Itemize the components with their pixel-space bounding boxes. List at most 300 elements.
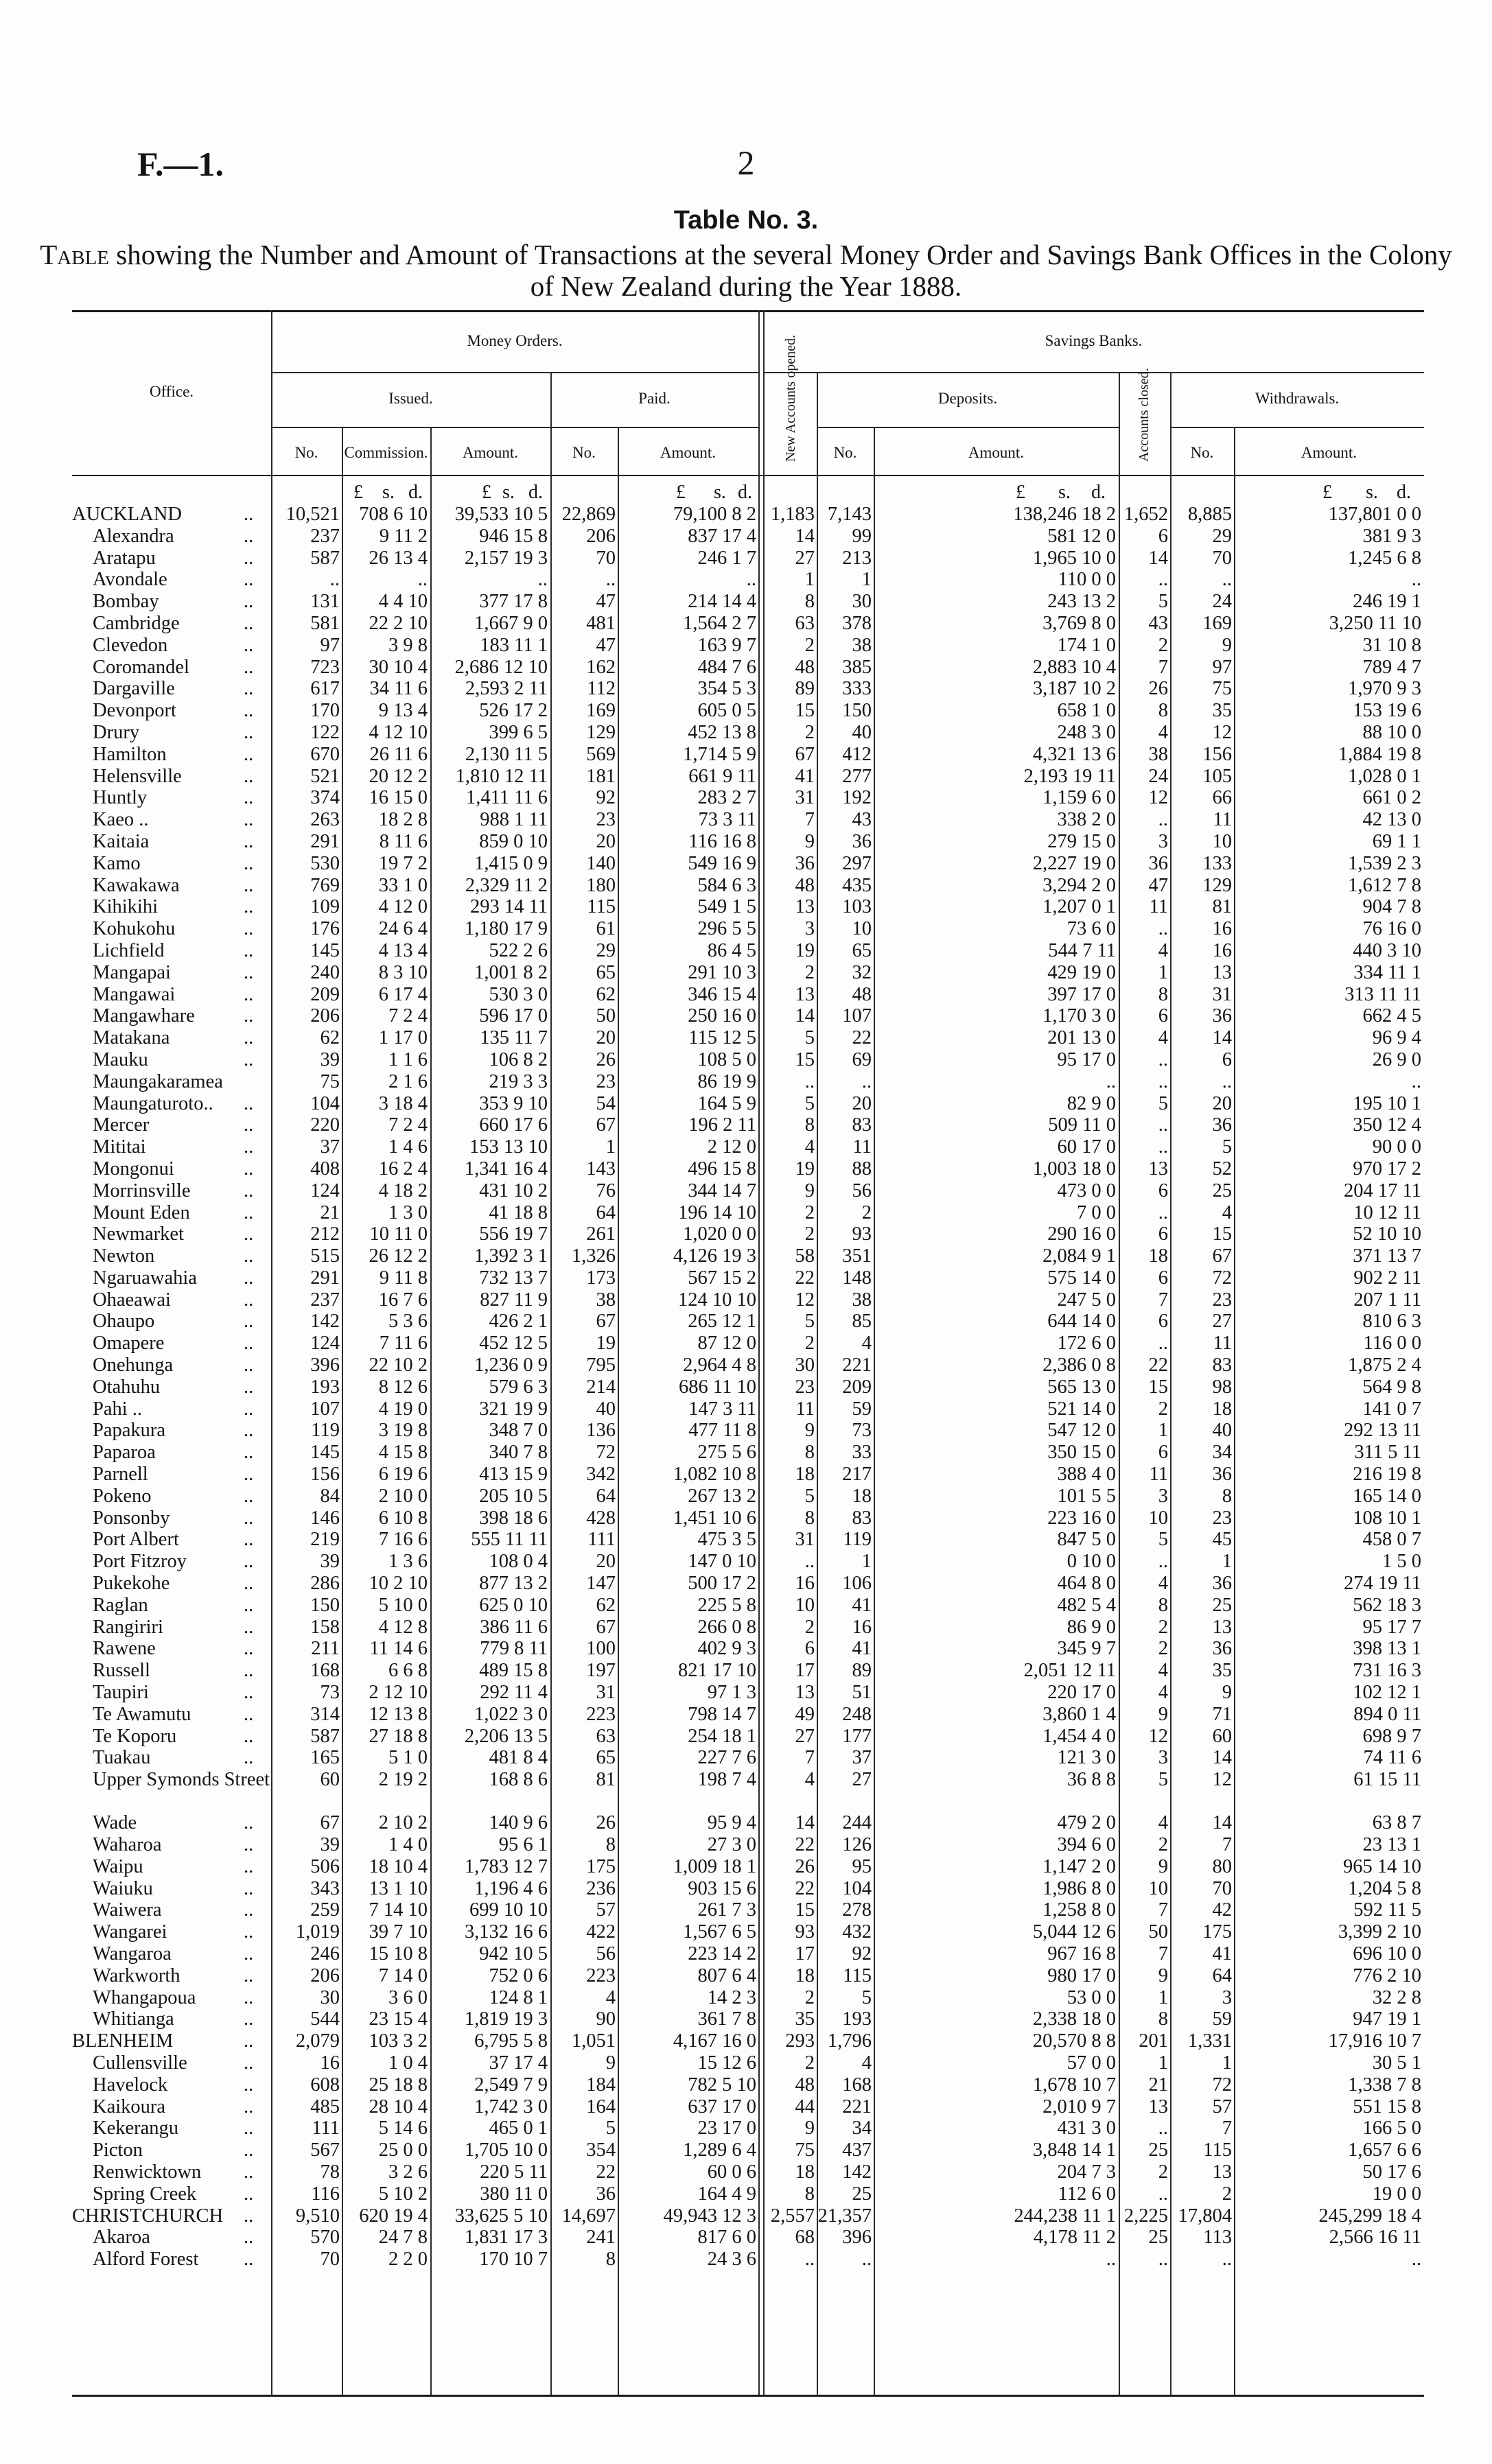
table-cell: 21 [320,1201,340,1223]
table-cell: 35 [1212,1660,1232,1682]
table-cell: 67 [596,1616,616,1638]
table-row [72,1376,1424,1398]
table-cell: 11 [1149,896,1168,918]
leader-dots: .. [244,874,254,896]
table-cell: 2,157 19 3 [464,547,548,569]
table-cell: 526 17 2 [479,700,548,722]
table-cell: 65 [852,939,872,961]
table-cell: 19 [795,1158,815,1180]
table-cell: 184 [586,2074,616,2096]
table-cell: 1,819 19 3 [464,2008,548,2030]
table-cell: 1,009 18 1 [673,1855,756,1877]
table-cell: 394 6 0 [1057,1834,1116,1856]
office-name: Ohaupo [93,1311,155,1333]
table-cell: 119 [311,1420,340,1442]
table-cell: 283 2 7 [697,787,756,809]
table-cell: 39 [320,1551,340,1573]
table-cell: 1 [804,569,815,591]
table-cell: 4 18 2 [378,1180,428,1201]
table-cell: 509 11 0 [1048,1114,1116,1136]
table-cell: 22 [852,1027,872,1049]
table-cell: 51 [852,1682,872,1704]
table-cell: 4 [861,1333,872,1354]
table-cell: 9 11 8 [379,1267,428,1289]
table-cell: 39 [320,1834,340,1856]
table-cell: 9 [1222,634,1232,656]
table-cell: 111 [312,2117,340,2139]
table-cell: 223 [586,1703,616,1725]
table-cell: 204 17 11 [1344,1180,1421,1201]
table-cell: 278 [842,1899,872,1921]
table-cell: 13 [1212,2161,1232,2183]
table-cell: 21 [1148,2074,1168,2096]
table-cell: 575 14 0 [1047,1267,1116,1289]
table-cell: 29 [1212,525,1232,547]
table-cell: 266 0 8 [697,1616,756,1638]
table-cell: 23 [596,809,616,831]
leader-dots: .. [244,983,254,1005]
office-name: Renwicktown [93,2161,202,2183]
table-cell: 6 17 4 [378,983,428,1005]
office-name: Spring Creek [93,2183,197,2205]
table-cell: 9 [1158,1964,1168,1986]
office-name: AUCKLAND [72,504,182,525]
leader-dots: .. [244,1616,254,1638]
table-cell: 225 5 8 [697,1594,756,1616]
table-cell: 5 [1158,1769,1168,1791]
table-cell: 16 2 4 [378,1158,428,1180]
table-cell: 386 11 6 [480,1616,548,1638]
table-cell: 3 [804,918,815,940]
table-cell: 3,860 1 4 [1042,1703,1116,1725]
table-cell: 608 [310,2074,340,2096]
table-row [72,1180,1424,1202]
table-cell: 398 13 1 [1353,1638,1421,1660]
table-cell: 43 [852,809,872,831]
table-cell: 214 14 4 [688,591,756,613]
table-cell: 64 [596,1201,616,1223]
leader-dots: .. [244,2030,254,2052]
table-cell: 60 17 0 [1057,1136,1116,1158]
table-cell: 7 [1222,2117,1232,2139]
table-cell: 547 12 0 [1047,1420,1116,1442]
table-cell: 4 [1158,1573,1168,1595]
table-cell: 24 6 4 [378,918,428,940]
table-cell: 38 [596,1289,616,1311]
table-cell: 47 [1148,874,1168,896]
office-name: Maungaturoto.. [93,1092,213,1114]
table-cell: 32 [852,961,872,983]
table-cell: 37 [852,1747,872,1769]
table-cell: 27 [795,547,815,569]
table-cell: 165 [310,1747,340,1769]
table-cell: 344 14 7 [688,1180,756,1201]
table-cell: 1,028 0 1 [1348,765,1421,787]
table-cell: 164 4 9 [697,2183,756,2205]
table-cell: 1,796 [827,2030,872,2052]
table-cell: 12 [1212,721,1232,743]
table-cell: 343 [310,1877,340,1899]
table-cell: 16 15 0 [369,787,428,809]
table-cell: 23 [1212,1507,1232,1529]
table-cell: 2,227 19 0 [1032,852,1116,874]
leader-dots: .. [244,852,254,874]
table-cell: .. [1222,569,1232,591]
table-cell: 37 [320,1136,340,1158]
table-cell: 4 [1158,1660,1168,1682]
table-cell: 141 0 7 [1362,1398,1421,1420]
table-cell: 1,331 [1187,2030,1232,2052]
table-cell: 617 [310,678,340,700]
table-cell: 290 16 0 [1047,1223,1116,1245]
table-cell: 9 [605,2052,616,2074]
table-cell: 3 [1222,1986,1232,2008]
office-name: Warkworth [93,1964,180,1986]
table-cell: 8 [605,2249,616,2271]
table-cell: 2,566 16 11 [1329,2227,1421,2249]
table-cell: 162 [586,656,616,678]
table-cell: .. [861,1070,872,1092]
table-row [72,1856,1424,1878]
table-row [72,1071,1424,1093]
table-row [72,1878,1424,1900]
table-cell: 8 [1158,2008,1168,2030]
header-deposits-no: No. [833,444,857,461]
leader-dots: .. [244,1464,254,1486]
table-cell: 19 [596,1333,616,1354]
table-cell: 644 14 0 [1047,1311,1116,1333]
table-cell: 81 [596,1769,616,1791]
table-cell: 342 [586,1464,616,1486]
table-cell: 115 [843,1964,872,1986]
table-row [72,1899,1424,1921]
table-row [72,1507,1424,1529]
table-cell: 1,180 17 9 [464,918,548,940]
table-cell: 4 [1158,1682,1168,1704]
unit-pound: £ [1016,482,1025,503]
table-cell: 8,885 [1187,504,1232,525]
table-cell: 1,411 11 6 [465,787,548,809]
office-name: Pokeno [93,1485,152,1507]
table-cell: 5 [861,1986,872,2008]
table-cell: 8 [1158,1594,1168,1616]
header-withdrawals: Withdrawals. [1255,390,1340,407]
table-cell: 13 [1212,961,1232,983]
table-row [72,940,1424,962]
leader-dots: .. [244,1048,254,1070]
table-cell: .. [804,1070,815,1092]
header-paid-amount: Amount. [660,444,716,461]
table-cell: 587 [310,547,340,569]
table-cell: 7 11 6 [379,1333,428,1354]
table-cell: 240 [310,961,340,983]
table-cell: 2 19 2 [378,1769,428,1791]
table-cell: 60 [1212,1725,1232,1747]
table-cell: 431 10 2 [479,1180,548,1201]
table-cell: 73 [320,1682,340,1704]
leader-dots: .. [244,1289,254,1311]
office-name: Ponsonby [93,1507,170,1529]
table-cell: 86 4 5 [707,939,756,961]
table-cell: 4 [1158,1812,1168,1834]
table-row [72,1354,1424,1376]
table-cell: 56 [852,1180,872,1201]
table-cell: 333 [842,678,872,700]
table-cell: 2,549 7 9 [474,2074,548,2096]
table-cell: .. [1222,2249,1232,2271]
leader-dots: .. [244,1245,254,1267]
table-cell: 1,258 8 0 [1042,1899,1116,1921]
table-cell: 807 6 4 [697,1964,756,1986]
table-cell: 798 14 7 [688,1703,756,1725]
table-cell: .. [804,2249,815,2271]
header-deposits: Deposits. [937,390,998,407]
table-cell: 4,321 13 6 [1032,743,1116,765]
table-cell: 35 [1212,700,1232,722]
table-cell: 1 [605,1136,616,1158]
leader-dots: .. [244,1420,254,1442]
table-row [72,896,1424,918]
table-cell: 140 9 6 [489,1812,548,1834]
office-name: Port Albert [93,1529,179,1551]
table-cell: 16 [795,1573,815,1595]
header-issued: Issued. [388,390,433,407]
table-cell: 164 [586,2096,616,2117]
leader-dots: .. [244,809,254,831]
table-cell: 549 1 5 [697,896,756,918]
table-row [72,2052,1424,2074]
table-cell: 27 3 0 [707,1834,756,1856]
table-cell: 904 7 8 [1362,896,1421,918]
header-rule [763,372,1424,373]
table-cell: 1,392 3 1 [474,1245,548,1267]
table-cell: 14 [795,525,815,547]
table-cell: 108 5 0 [697,1048,756,1070]
table-cell: 129 [586,721,616,743]
table-cell: 48 [852,983,872,1005]
table-cell: 23 17 0 [697,2117,756,2139]
table-cell: 63 [795,612,815,634]
table-cell: 244,238 11 1 [1014,2205,1116,2227]
table-cell: 15 [795,700,815,722]
table-cell: 479 2 0 [1057,1812,1116,1834]
table-cell: 124 8 1 [489,1986,548,2008]
table-cell: 562 18 3 [1353,1594,1421,1616]
table-row [72,1704,1424,1726]
table-cell: 2 [804,1201,815,1223]
table-cell: 2 [1158,1638,1168,1660]
table-cell: 62 [596,1594,616,1616]
table-cell: 220 17 0 [1047,1682,1116,1704]
table-cell: 345 9 7 [1057,1638,1116,1660]
table-row [72,1747,1424,1769]
table-cell: 0 10 0 [1066,1551,1116,1573]
office-name: BLENHEIM [72,2030,174,2052]
table-cell: .. [329,569,340,591]
table-cell: 172 6 0 [1057,1333,1116,1354]
table-cell: .. [417,569,428,591]
table-cell: 37 17 4 [489,2052,548,2074]
table-cell: 947 19 1 [1353,2008,1421,2030]
table-cell: 158 [310,1616,340,1638]
table-cell: 236 [586,1877,616,1899]
table-cell: 481 [586,612,616,634]
leader-dots: .. [244,1660,254,1682]
table-cell: 2,084 9 1 [1042,1245,1116,1267]
table-cell: 3,250 11 10 [1329,612,1421,634]
table-row [72,1114,1424,1136]
table-cell: 4 [1222,1201,1232,1223]
table-cell: 967 16 8 [1047,1943,1116,1964]
table-cell: 206 [586,525,616,547]
table-cell: 15 [795,1899,815,1921]
table-cell: 115 [1203,2139,1232,2161]
table-number: Table No. 3. [673,206,819,235]
table-cell: 660 17 6 [479,1114,548,1136]
table-cell: 465 0 1 [489,2117,548,2139]
header-accounts-closed: Accounts closed. [1137,368,1152,462]
table-cell: 422 [586,1921,616,1943]
table-cell: 5 [1158,1092,1168,1114]
table-cell: 296 5 5 [697,918,756,940]
table-cell: 44 [795,2096,815,2117]
table-cell: 19 [795,939,815,961]
table-cell: 1 1 6 [388,1048,428,1070]
table-cell: 248 [842,1703,872,1725]
table-cell: 14 [1212,1747,1232,1769]
table-cell: 279 15 0 [1047,830,1116,852]
table-cell: 25 [1148,2227,1168,2249]
table-cell: 52 10 10 [1353,1223,1421,1245]
table-cell: 9 [804,2117,815,2139]
table-cell: 241 [586,2227,616,2249]
table-cell: 33 1 0 [378,874,428,896]
table-cell: .. [1106,1070,1116,1092]
leader-dots: .. [244,896,254,918]
table-cell: 23 [596,1070,616,1092]
leader-dots: .. [244,961,254,983]
table-cell: 5 [1158,1529,1168,1551]
table-cell: 377 17 8 [479,591,548,613]
header-rule [271,372,758,373]
table-cell: 579 6 3 [489,1376,548,1398]
table-cell: 596 17 0 [479,1005,548,1027]
table-cell: 293 [785,2030,815,2052]
table-cell: 5 10 2 [378,2183,428,2205]
table-cell: 18 10 4 [369,1855,428,1877]
table-cell: 380 11 0 [480,2183,548,2205]
table-row [72,1398,1424,1420]
leader-dots: .. [244,1877,254,1899]
table-cell: 7 0 0 [1077,1201,1116,1223]
table-cell: 36 [852,830,872,852]
table-row [72,2117,1424,2139]
table-cell: 789 4 7 [1362,656,1421,678]
table-cell: 4 [1158,721,1168,743]
table-cell: 12 [1148,1725,1168,1747]
table-cell: 1 17 0 [378,1027,428,1049]
table-cell: 432 [842,1921,872,1943]
table-cell: 8 [804,591,815,613]
table-cell: 381 9 3 [1362,525,1421,547]
office-name: Raglan [93,1594,148,1616]
table-cell: 8 [804,1442,815,1464]
table-cell: 473 0 0 [1057,1180,1116,1201]
table-cell: 49 [795,1703,815,1725]
table-cell: 36 [1212,1005,1232,1027]
table-cell: 50 [1148,1921,1168,1943]
table-cell: 10 [1148,1877,1168,1899]
unit-pound: £ [482,482,491,503]
table-cell: 4 12 0 [378,896,428,918]
table-cell: 8 [1222,1485,1232,1507]
table-row [72,569,1424,591]
office-name: Upper Symonds Street [93,1769,270,1791]
office-name: Mongonui [93,1158,174,1180]
table-cell: 1,884 19 8 [1338,743,1421,765]
table-cell: 4 12 8 [378,1616,428,1638]
table-cell: 2,329 11 2 [465,874,548,896]
leader-dots: .. [244,1267,254,1289]
table-cell: 2 10 2 [378,1812,428,1834]
table-cell: 193 [842,2008,872,2030]
office-name: Newmarket [93,1223,184,1245]
table-cell: 105 [1202,765,1232,787]
table-cell: 147 3 11 [688,1398,756,1420]
table-cell: 3 [1158,1485,1168,1507]
table-cell: 2 [1158,2161,1168,2183]
table-cell: 385 [842,656,872,678]
table-cell: 250 16 0 [688,1005,756,1027]
leader-dots: .. [244,1114,254,1136]
table-cell: 731 16 3 [1353,1660,1421,1682]
table-cell: 7 2 4 [388,1005,428,1027]
table-cell: 625 0 10 [479,1594,548,1616]
table-cell: 8 12 6 [378,1376,428,1398]
table-cell: 237 [310,525,340,547]
table-cell: 8 11 6 [379,830,428,852]
table-cell: 195 10 1 [1353,1092,1421,1114]
table-cell: 41 18 8 [489,1201,548,1223]
table-cell: 9 13 4 [378,700,428,722]
office-name: Mauku [93,1048,148,1070]
table-cell: .. [1158,1333,1168,1354]
leader-dots: .. [244,1921,254,1943]
table-cell: 67 [1212,1245,1232,1267]
table-cell: 1 [861,1551,872,1573]
table-cell: 247 5 0 [1057,1289,1116,1311]
table-cell: .. [1222,1070,1232,1092]
table-cell: 2 10 0 [378,1485,428,1507]
table-cell: 104 [842,1877,872,1899]
header-rule [1170,427,1424,428]
table-cell: 8 [605,1834,616,1856]
office-name: Huntly [93,787,148,809]
leader-dots: .. [244,1354,254,1376]
table-cell: 165 14 0 [1353,1485,1421,1507]
table-cell: 64 [1212,1964,1232,1986]
table-cell: 435 [842,874,872,896]
office-name: Whitianga [93,2008,174,2030]
table-cell: 1,965 10 0 [1032,547,1116,569]
header-money-orders: Money Orders. [467,332,563,349]
table-row [72,526,1424,548]
table-cell: 4,167 16 0 [673,2030,756,2052]
table-cell: 1,207 0 1 [1042,896,1116,918]
office-name: Drury [93,721,140,743]
table-cell: 95 6 1 [498,1834,548,1856]
office-name: Onehunga [93,1354,174,1376]
